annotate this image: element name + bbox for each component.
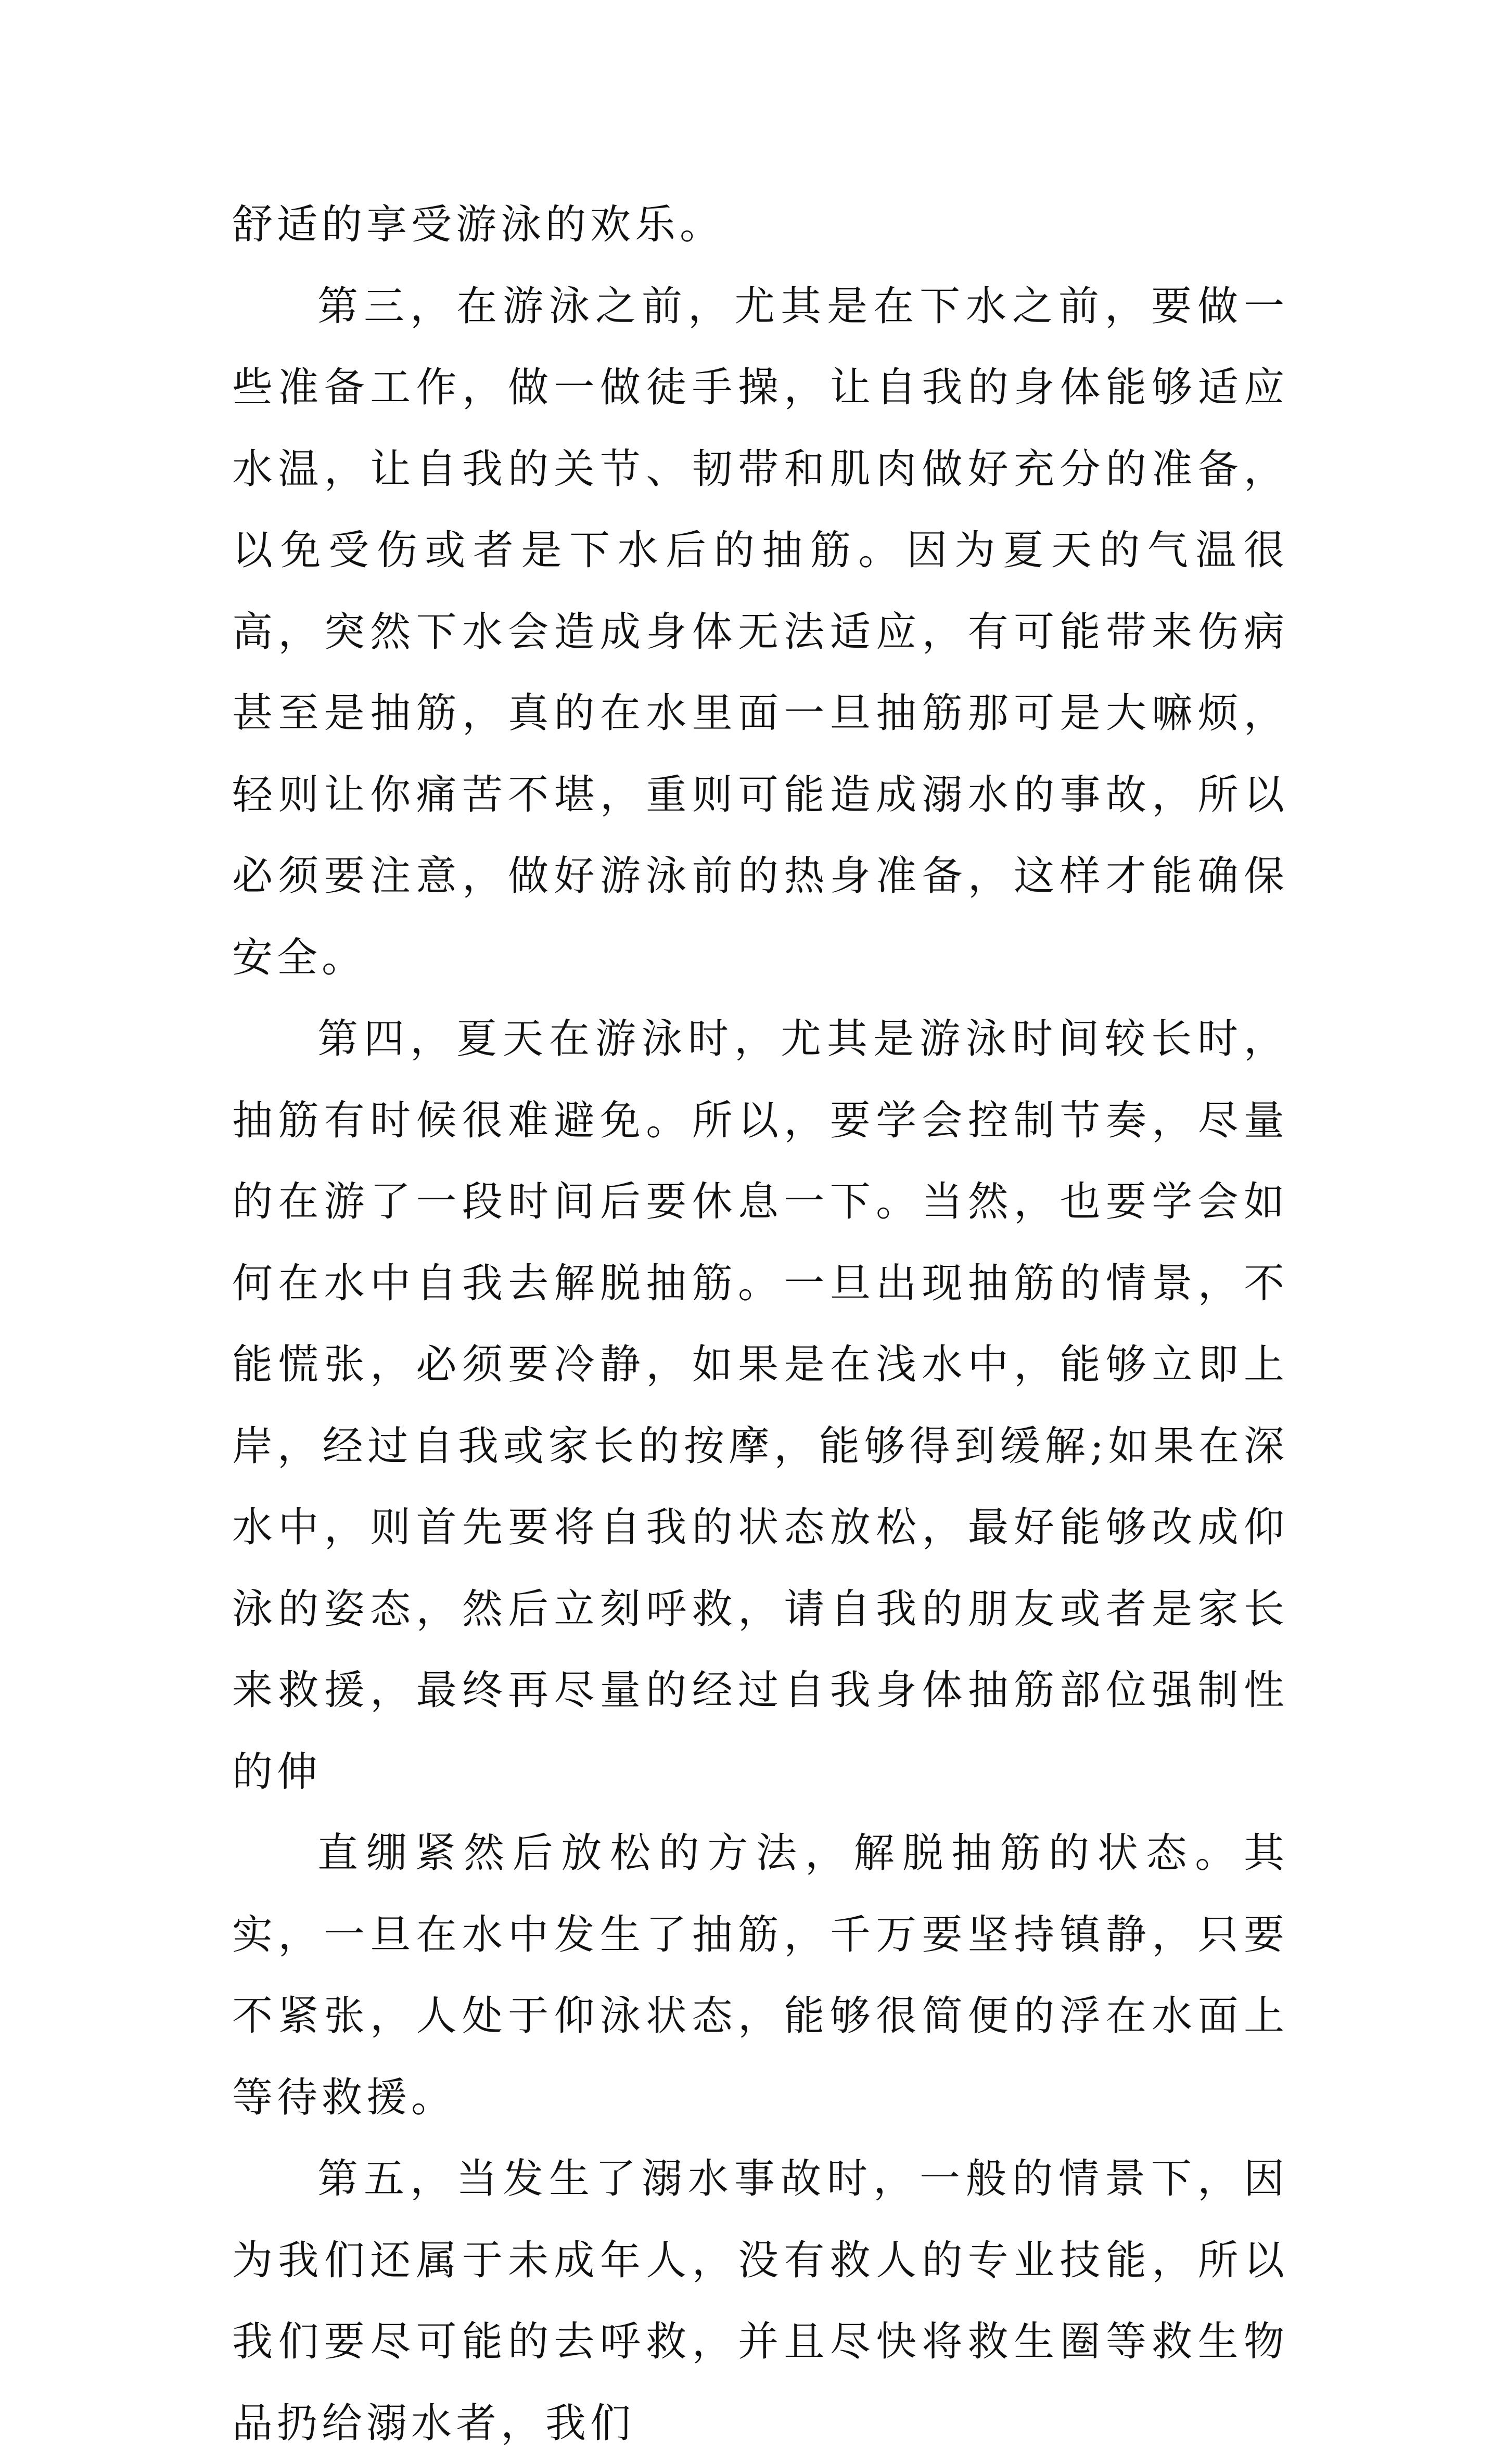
paragraph: 直绷紧然后放松的方法，解脱抽筋的状态。其实，一旦在水中发生了抽筋，千万要坚持镇静，只要不紧张，人处于仰泳状态，能够很简便的浮在水面上等待救援。 xyxy=(232,1830,1288,2121)
paragraph: 第五，当发生了溺水事故时，一般的情景下，因为我们还属于未成年人，没有救人的专业技能，所以我们要尽可能的去呼救，并且尽快将救生圈等救生物品扔给溺水者，我们 xyxy=(232,2155,1288,2447)
body-text xyxy=(232,184,1288,2464)
paragraph: 舒适的享受游泳的欢乐。 xyxy=(232,201,725,248)
paragraph: 第三，在游泳之前，尤其是在下水之前，要做一些准备工作，做一做徒手操，让自我的身体能够适应水温，让自我的关节、韧带和肌肉做好充分的准备，以免受伤或者是下水后的抽筋。因为夏天的气温很高，突然下水会造成身体无法适应，有可能带来伤病甚至是抽筋，真的在水里面一旦抽筋那可是大嘛烦，轻则让你痛苦不堪，重则可能造成溺水的事故，所以必须要注意，做好游泳前的热身准备，这样才能确保安全。 xyxy=(232,283,1288,981)
paragraph: 第四，夏天在游泳时，尤其是游泳时间较长时，抽筋有时候很难避免。所以，要学会控制节奏，尽量的在游了一段时间后要休息一下。当然，也要学会如何在水中自我去解脱抽筋。一旦出现抽筋的情景，不能慌张，必须要冷静，如果是在浅水中，能够立即上岸，经过自我或家长的按摩，能够得到缓解;如果在深水中，则首先要将自我的状态放松，最好能够改成仰泳的姿态，然后立刻呼救，请自我的朋友或者是家长来救援，最终再尽量的经过自我身体抽筋部位强制性的伸 xyxy=(232,1016,1288,1795)
